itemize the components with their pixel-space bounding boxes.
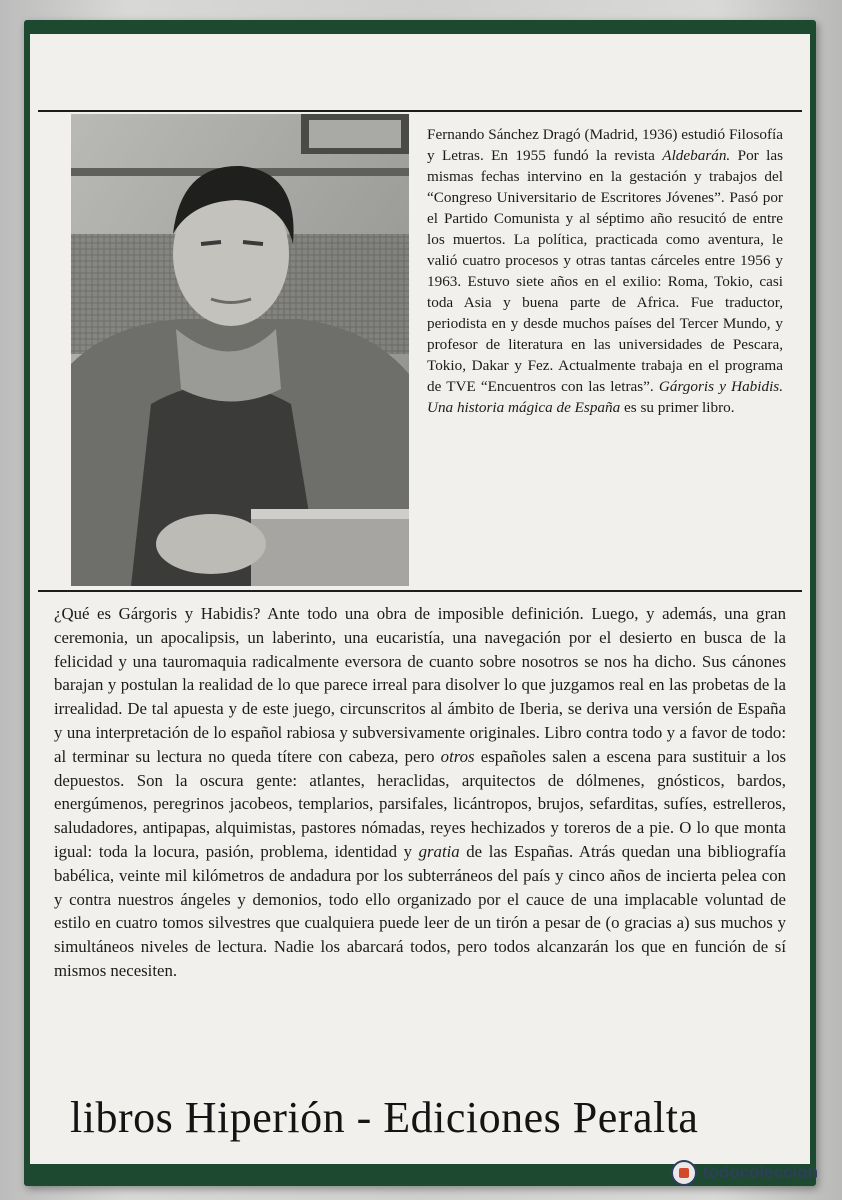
bio-book-title: Gárgoris y Habidis. Una historia mágica de España [427,378,783,416]
synopsis-emphasis-gratia: gratia [418,841,460,861]
author-photo-image [71,114,409,586]
bio-magazine-title: Aldebarán. [662,147,731,164]
watermark-text: todocoleccion [702,1162,818,1182]
bio-text-3: es su primer libro. [620,399,735,416]
bio-text-1: Fernando Sánchez Dragó (Madrid, 1936) estudió Filosofía y Letras. En 1955 fundó la revista [427,126,783,164]
watermark-logo-icon [671,1160,697,1186]
author-photo [71,114,409,586]
back-cover [30,34,810,1164]
top-rule [38,110,802,112]
middle-rule [38,590,802,592]
synopsis [54,602,786,983]
publisher-imprint: libros Hiperión - Ediciones Peralta [70,1093,699,1142]
synopsis-emphasis-otros: otros [440,746,475,766]
synopsis-text-2: españoles salen a escena para sustituir a los depuestos. Son la oscura gente: atlantes, heraclidas, arquitectos de dólmenes, gnósticos, bardos, energúmenos, peregrinos jacobeos, templarios, parsifales, licántropos, brujos, sefarditas, sufíes, estrelleros, saludadores, antipapas, alquimistas, pastores nómadas, reyes hechizados y toreros de a pie. O lo que monta igual: toda la locura, pasión, problema, identidad y [54,746,786,861]
synopsis-text-1: ¿Qué es Gárgoris y Habidis? Ante todo una obra de imposible definición. Luego, y además, una gran ceremonia, un apocalipsis, un laberinto, una eucaristía, una navegación por el desierto en busca de la felicidad y una tauromaquia radicalmente eversora de cuanto sobre nosotros se nos ha dicho. Sus cánones barajan y postulan la realidad de lo que parece irreal para disolver lo que juzgamos real en las probetas de la irrealidad. De tal apuesta y de este juego, circunscritos al ámbito de Iberia, se deriva una versión de España y una interpretación de lo español rabiosa y subversivamente originales. Libro contra todo y a favor de todo: al terminar su lectura no queda títere con cabeza, pero [54,604,786,766]
bio-text-2: Por las mismas fechas intervino en la gestación y trabajos del “Congreso Universitario de Escritores Jóvenes”. Pasó por el Partido Comunista y al séptimo año resucitó de entre los muertos. La política, practicada como aventura, le valió cuatro procesos y otras tantas cárceles entre 1956 y 1963. Estuvo siete años en el exilio: Roma, Tokio, casi toda Asia y buena parte de Africa. Fue traductor, periodista en y desde muchos países del Tercer Mundo, y profesor de literatura en las universidades de Pescara, Tokio, Dakar y Fez. Actualmente trabaja en el programa de TVE “Encuentros con las letras”. [427,147,783,395]
author-bio [427,124,783,418]
synopsis-text-3: de las Españas. Atrás quedan una bibliografía babélica, veinte mil kilómetros de andadura por los subterráneos del país y cinco años de incierta pelea con y contra nuestros ángeles y demonios, todo ello organizado por el cauce de una implacable voluntad de estilo en cuatro tomos silvestres que cualquiera puede leer de un tirón a pesar de (o gracias a) sus muchos y simultáneos niveles de lectura. Nadie los abarcará todos, pero todos alcanzarán los que en función de sí mismos necesiten. [54,841,786,980]
watermark [671,1160,818,1186]
book [24,20,816,1186]
